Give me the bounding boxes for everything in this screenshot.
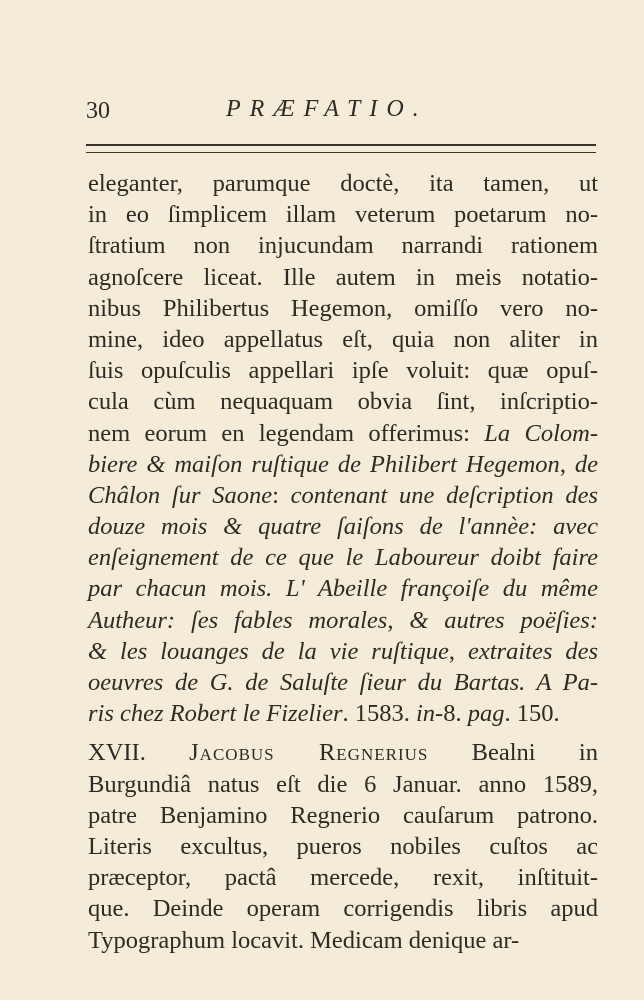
italic-segment: douze mois & quatre ſaiſons de l'annèe: avec [88, 513, 598, 541]
text-segment: agnoſcere liceat. Ille autem in meis notatio- [88, 263, 598, 291]
text-line [88, 480, 598, 511]
text-segment: in eo ſimplicem illam veterum poetarum no- [88, 201, 598, 229]
italic-segment: oeuvres de G. de Saluſte ſieur du Bartas. A Pa- [88, 669, 598, 696]
italic-segment: & les louanges de la vie ruſtique [88, 637, 449, 665]
text-segment: -8. [435, 700, 468, 728]
header-rule-thin [86, 152, 596, 153]
text-segment: nibus Philibertus Hegemon, omiſſo vero no- [88, 294, 598, 322]
italic-segment: ris chez Robert le Fizelier [88, 700, 343, 728]
italic-segment: Châlon ſur Saone [88, 481, 273, 509]
text-line [88, 168, 598, 199]
italic-segment: de [574, 450, 598, 478]
paragraph-gap [88, 729, 598, 737]
text-line [88, 737, 598, 768]
text-segment: Bealni in [428, 739, 598, 767]
text-line [88, 769, 598, 800]
text-segment: Literis excultus, pueros nobiles cuſtos ac [88, 832, 598, 860]
paragraph-1 [88, 168, 598, 729]
text-line [88, 831, 598, 862]
text-segment: , [448, 637, 468, 665]
text-segment: mine, ideo appellatus eſt, quia non aliter in [88, 325, 598, 353]
text-segment: . 150. [504, 700, 560, 728]
text-line [88, 667, 598, 698]
paragraph-2 [88, 737, 598, 955]
text-line [88, 862, 598, 893]
text-line [88, 449, 598, 480]
text-line [88, 636, 598, 667]
text-line [88, 230, 598, 261]
text-line [88, 573, 598, 604]
text-segment: , [387, 606, 410, 634]
running-title: PRÆFATIO. [226, 96, 428, 122]
text-line [88, 800, 598, 831]
text-line [88, 355, 598, 386]
text-segment: ſuis opuſculis appellari ipſe voluit: quæ opuſ- [88, 357, 598, 385]
text-segment: præceptor, pactâ mercede, rexit, inſtituit- [88, 864, 598, 892]
italic-segment: contenant une deſcription des [290, 481, 598, 509]
text-line [88, 511, 598, 542]
text-line [88, 324, 598, 355]
text-line [88, 418, 598, 449]
text-segment: que. Deinde operam corrigendis libris apud [88, 895, 598, 923]
text-line [88, 925, 598, 956]
text-segment: ſtratium non injucundam narrandi rationem [88, 232, 598, 260]
small-caps-name: Jacobus Regnerius [189, 739, 429, 767]
text-line [88, 698, 598, 729]
text-segment: XVII. [88, 739, 190, 767]
italic-segment: in [415, 700, 436, 728]
italic-segment: Autheur: ſes fables morales [88, 606, 388, 634]
page-number: 30 [86, 98, 110, 124]
text-segment: Typographum locavit. Medicam denique ar- [88, 926, 520, 954]
text-segment: Burgundiâ natus eſt die 6 Januar. anno 1589, [88, 770, 598, 798]
text-segment: . 1583. [342, 700, 416, 728]
text-line [88, 262, 598, 293]
italic-segment: enſeignement de ce que le Laboureur doibt faire [88, 544, 598, 572]
text-line [88, 542, 598, 573]
italic-segment: extraites des [468, 637, 598, 665]
text-line [88, 893, 598, 924]
page-header [86, 96, 596, 130]
text-segment: , [559, 450, 575, 478]
text-segment: eleganter, parumque doctè, ita tamen, ut [88, 170, 598, 197]
italic-segment: par chacun mois. L' Abeille françoiſe du même [88, 575, 598, 603]
header-rule-thick [86, 144, 596, 146]
text-line [88, 199, 598, 230]
italic-segment: La Colom- [484, 419, 598, 447]
text-segment: : [272, 481, 291, 509]
italic-segment: biere & maiſon ruſtique de Philibert Hegemon [88, 450, 560, 478]
text-segment: nem eorum en legendam offerimus: [88, 419, 485, 447]
body-text [88, 168, 598, 956]
text-line [88, 293, 598, 324]
italic-segment: pag [467, 700, 505, 728]
text-line [88, 605, 598, 636]
italic-segment: & autres poëſies: [409, 606, 598, 634]
text-segment: patre Benjamino Regnerio cauſarum patrono. [88, 801, 598, 829]
text-line [88, 386, 598, 417]
text-segment: cula cùm nequaquam obvia ſint, inſcriptio- [88, 388, 598, 416]
